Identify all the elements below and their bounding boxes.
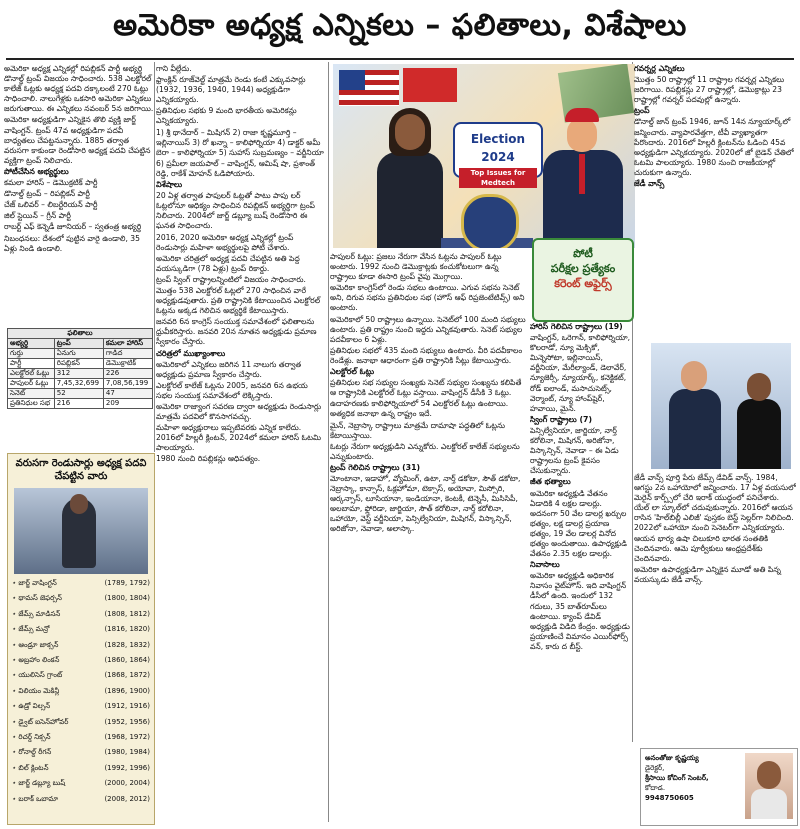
vance-couple-photo (651, 343, 791, 469)
table-row (8, 369, 153, 379)
list-item: ⋆ జార్జ్ వాషింగ్టన్ (1789, 1792) (12, 576, 150, 591)
list-item: ⋆ డ్వైట్ ఐసెన్‌హోవర్ (1952, 1956) (12, 715, 150, 730)
paragraph: ప్రతినిధుల సభ సభ్యుల సంఖ్యకు సెనెట్ సభ్యుల సంఖ్యను కలిపితే ఆ రాష్ట్రానికి ఎలక్టోరల్ ఓట్లు వస్తాయి. వాషింగ్టన్ డీసీకి 3 ఓట్లు. (330, 378, 522, 398)
table-cell: ఏనుగు (54, 349, 103, 359)
author-box (640, 748, 798, 826)
paragraph: అమెరికా చరిత్రలో అధ్యక్ష పదవి చేపట్టిన అతి పెద్ద వయస్కుడిగా (78 ఏళ్లు) ట్రంప్ రికార్డు. (156, 253, 300, 273)
candidate-harris-figure (373, 108, 447, 248)
paragraph: ప్రతినిధుల సభలో 435 మంది సభ్యులు ఉంటారు. వీరి పదవీకాలం రెండేళ్లు. జనాభా ఆధారంగా ప్రతి రాష్ట్రానికి సీట్లు కేటాయిస్తారు. (330, 345, 523, 365)
author-place: కోదాడ. (645, 784, 666, 792)
paragraph: జనవరి 6న కాంగ్రెస్ సంయుక్త సమావేశంలో ఫలితాలను ధ్రువీకరిస్తారు. జనవరి 20న నూతన అధ్యక్షుడు ప్రమాణ స్వీకారం చేస్తారు. (156, 317, 317, 347)
paragraph: అమెరికా అధ్యక్ష ఎన్నికల్లో రిపబ్లికన్ పార్టీ అభ్యర్థి డొనాల్డ్ ట్రంప్ విజయం సాధించారు. 538 ఎలక్టోరల్ కాలేజ్ ఓట్లకు అధ్యక్ష పదవి దక్కాలంటే 270 ఓట్లు సాధించాలి. నాలుగేళ్లకు ఒకసారి అమెరికా ఎన్నికలు జరుగుతాయి. ఈ ఎన్నికలు నవంబర్ 5న జరిగాయి. (4, 64, 154, 114)
paragraph: మైన్, నెబ్రాస్కా రాష్ట్రాలు మాత్రమే దామాషా పద్ధతిలో ఓట్లను కేటాయిస్తాయి. (330, 420, 506, 440)
paragraph: ఎలక్టోరల్ కాలేజ్ ఓట్లను 2005, జనవరి 6న ఉభయ సభల సంయుక్త సమావేశంలో లెక్కిస్తారు. (156, 380, 308, 400)
list-item: జిల్ స్టెయిన్ – గ్రీన్ పార్టీ (4, 211, 71, 221)
table-cell: డెమొక్రాటిక్ (103, 359, 152, 369)
table-cell: 7,08,56,199 (103, 379, 152, 389)
us-flag-icon (339, 70, 399, 106)
column-1 (4, 64, 154, 326)
section-heading: విశేషాలు (156, 180, 183, 190)
section-heading: ఎలక్టోరల్ ఓట్లు (330, 367, 375, 377)
author-name: అనంతోజు కృష్ణయ్య (645, 754, 699, 762)
badge-line: పరీక్షల ప్రత్యేకం (550, 262, 616, 275)
column-3b (530, 322, 630, 822)
list-item: చేజ్ ఒలివర్ – లిబర్టేరియన్ పార్టీ (4, 200, 98, 210)
table-row (8, 389, 153, 399)
table-row (8, 379, 153, 389)
candidate-trump-figure (537, 108, 627, 248)
paragraph: అమెరికా రాజ్యాంగ సవరణ ద్వారా అధ్యక్షుడు రెండుసార్లు మాత్రమే పదవిలో కొనసాగవచ్చు. (156, 402, 322, 422)
paragraph: మోంటానా, ఇడాహో, వ్యోమింగ్, ఉటా, నార్త్ డకోటా, సౌత్ డకోటా, నెబ్రాస్కా, కాన్సాస్, ఓక్లహోమా, టెక్సాస్, అయోవా, మిస్సోరి, ఆర్కన్సాస్, లూసియానా, ఇండియానా, కెంటకీ, టెన్నెసీ, మిసిసిపీ, అలబామా, ఫ్లోరిడా, జార్జియా, సౌత్ కరోలినా, నార్త్ కరోలినా, ఒహాయో, వెస్ట్ వర్జీనియా, పెన్సిల్వేనియా, మిషిగన్, విస్కాన్సిన్, అరిజోనా, నెవాడా, అలాస్కా. (330, 473, 521, 534)
paragraph: పాపులర్ ఓట్లు: ప్రజలు నేరుగా వేసిన ఓట్లను పాపులర్ ఓట్లు అంటారు. 1992 నుంచి డెమొక్రాట్లకు కంచుకోటలుగా ఉన్న రాష్ట్రాలు కూడా ఈసారి ట్రంప్ వైపు మొగ్గాయి. (330, 252, 502, 282)
author-photo (745, 753, 793, 819)
paragraph: ఉదాహరణకు కాలిఫోర్నియాలో 54 ఎలక్టోరల్ ఓట్లు ఉంటాయి. అత్యధిక జనాభా ఉన్న రాష్ట్రం ఇదే. (330, 399, 509, 419)
two-term-presidents-box (7, 453, 155, 825)
title-rule (6, 58, 794, 60)
paragraph: నిబంధనలు: దేశంలో పుట్టిన వారై ఉండాలి, 35 ఏళ్లు నిండి ఉండాలి. (4, 233, 140, 253)
list-item: కమలా హారిస్ – డెమొక్రటిక్ పార్టీ (4, 178, 98, 188)
list-item: ⋆ ఆండ్రూ జాక్సన్ (1828, 1832) (12, 638, 150, 653)
author-role: డైరెక్టర్, (645, 764, 665, 772)
table-header: అభ్యర్థి (8, 339, 55, 349)
table-row (8, 349, 153, 359)
table-caption: ఫలితాలు (8, 329, 153, 339)
table-cell: సెనెట్ (8, 389, 55, 399)
section-heading: ట్రంప్ (634, 106, 650, 116)
table-row (8, 359, 153, 369)
competitive-exams-badge (532, 238, 634, 322)
list-item: ⋆ జార్జ్ డబ్ల్యూ బుష్ (2000, 2004) (12, 776, 150, 791)
table-cell: గాడిద (103, 349, 152, 359)
paragraph: 2016, 2020 అమెరికా అధ్యక్ష ఎన్నికల్లో ట్రంప్ రెండుసార్లు మహిళా అభ్యర్థులపై పోటీ చేశారు. (156, 232, 294, 252)
badge-line: పోటీ (573, 247, 593, 260)
paragraph: ట్రంప్ స్వింగ్ రాష్ట్రాలన్నింటిలో విజయం సాధించారు. (156, 274, 306, 284)
paragraph: అమెరికా అధ్యక్షుడి వేతనం ఏడాదికి 4 లక్షల డాలర్లు. అదనంగా 50 వేల డాలర్ల ఖర్చుల భత్యం, లక్ష డాలర్ల ప్రయాణ భత్యం, 19 వేల డాలర్ల వినోద భత్యం అందుతాయి. ఉపాధ్యక్షుడి వేతనం 2.35 లక్షల డాలర్లు. (530, 488, 627, 559)
section-heading: హారిస్ గెలిచిన రాష్ట్రాలు (19) (530, 322, 623, 331)
section-heading: జీత భత్యాలు (530, 477, 571, 487)
china-flag-icon (403, 68, 457, 102)
president-photo (14, 488, 148, 574)
paragraph: గాని వీల్లేదు. (156, 64, 192, 73)
section-heading: గవర్నర్ల ఎన్నికలు (634, 64, 685, 73)
paragraph: అమెరికా అధ్యక్షుడిగా ఎన్నికైన తొలి వ్యక్తి జార్జ్ వాషింగ్టన్. ట్రంప్ 47వ అధ్యక్షుడిగా పదవీ బాధ్యతలు చేపట్టనున్నారు. 1885 తర్వాత వరుసగా కాకుండా రెండోసారి అధ్యక్ష పదవి చేపట్టిన వ్యక్తిగా ట్రంప్ నిలిచారు. (4, 115, 151, 165)
badge-subtitle: Top Issues for Medtech (459, 168, 537, 188)
column-2 (156, 64, 326, 824)
paragraph: ఫ్రాంక్లిన్ రూజ్‌వెల్ట్ మాత్రమే రెండు కంటే ఎక్కువసార్లు (1932, 1936, 1940, 1944) అధ్యక్షుడిగా ఎన్నికయ్యారు. (156, 75, 306, 105)
section-heading: స్వింగ్ రాష్ట్రాలు (7) (530, 414, 593, 424)
section-heading: పోటీచేసిన అభ్యర్థులు (4, 166, 69, 176)
section-heading: నివాసాలు (530, 560, 560, 570)
paragraph: జేడీ వాన్స్ పూర్తి పేరు జేమ్స్ డేవిడ్ వాన్స్. 1984, ఆగస్టు 2న ఒహాయోలో జన్మించారు. 17 ఏళ్ల వయసులో మెరైన్ కార్ప్స్‌లో చేరి ఇరాక్ యుద్ధంలో పనిచేశారు. యేల్ లా స్కూల్‌లో చదువుకున్నారు. 2016లో ఆయన రాసిన 'హిల్‌బిల్లీ ఎలిజీ' పుస్తకం బెస్ట్ సెల్లర్‌గా నిలిచింది. 2022లో ఒహాయో నుంచి సెనెటర్‌గా ఎన్నికయ్యారు. ఆయన భార్య ఉషా చిలుకూరి భారత సంతతికి చెందినవారు. ఆమె పూర్వీకులు ఆంధ్రప్రదేశ్‌కు చెందినవారు. (634, 473, 796, 563)
table-cell: ఎలక్టోరల్ ఓట్లు (8, 369, 55, 379)
results-table (7, 328, 153, 409)
paragraph: 1980 నుంచి రిపబ్లికన్లు ఆధిపత్యం. (156, 454, 261, 464)
paragraph: అమెరికాలో 50 రాష్ట్రాలు ఉన్నాయి. సెనెట్‌లో 100 మంది సభ్యులు ఉంటారు. ప్రతి రాష్ట్రం నుంచి ఇద్దరు ఎన్నికవుతారు. సెనెట్ సభ్యుల పదవీకాలం 6 ఏళ్లు. (330, 314, 526, 344)
paragraph: అమెరికాలో ఎన్నికలు జరిగిన 11 నాలుగు తర్వాత అధ్యక్షుడు ప్రమాణ స్వీకారం చేస్తారు. (156, 359, 302, 379)
election-badge (453, 122, 543, 187)
paragraph: 6) ప్రమీలా జయపాల్ – వాషింగ్టన్, ఆమిష్ షా, ప్రశాంత్ రెడ్డి, రాకేశ్ మోహన్ ఓడిపోయారు. (156, 158, 316, 178)
table-header: కమలా హారిస్ (103, 339, 152, 349)
paragraph: మహిళా అధ్యక్షురాలు ఇప్పటివరకు ఎన్నిక కాలేదు. 2016లో హిల్లరీ క్లింటన్, 2024లో కమలా హారిస్ ఓటమి పాలయ్యారు. (156, 423, 321, 453)
column-4b (634, 473, 796, 743)
list-item: ⋆ రిచర్డ్ నిక్సన్ (1968, 1972) (12, 730, 150, 745)
list-item: రాబర్ట్ ఎఫ్ కెన్నెడీ జూనియర్ – స్వతంత్ర అభ్యర్థి (4, 222, 142, 232)
election-illustration (333, 64, 635, 248)
paragraph: మొత్తం 538 ఎలక్టోరల్ ఓట్లలో 270 సాధించిన వారే అధ్యక్షుడవుతారు. ప్రతి రాష్ట్రానికి కేటాయించిన ఎలక్టోరల్ ఓట్లను అక్కడ గెలిచిన అభ్యర్థికే కేటాయిస్తారు. (156, 285, 321, 316)
table-cell: గుర్తు (8, 349, 55, 359)
table-cell: ప్రతినిధుల సభ (8, 399, 55, 409)
paragraph: అమెరికా కాంగ్రెస్‌లో రెండు సభలు ఉంటాయి. ఎగువ సభను సెనెట్ అని, దిగువ సభను ప్రతినిధుల సభ (హౌస్ ఆఫ్ రిప్రజెంటేటివ్స్) అని అంటారు. (330, 283, 525, 313)
box-heading: వరుసగా రెండుసార్లు అధ్యక్ష పదవి చేపట్టిన వారు (15, 458, 147, 482)
list-item: ⋆ రోనాల్డ్ రీగన్ (1980, 1984) (12, 745, 150, 760)
table-cell: 226 (103, 369, 152, 379)
column-3a (330, 252, 526, 822)
author-org: శ్రీసాయి కోచింగ్ సెంటర్, (645, 774, 709, 782)
table-cell: 216 (54, 399, 103, 409)
table-cell: 52 (54, 389, 103, 399)
list-item: ⋆ థామస్ జెఫర్సన్ (1800, 1804) (12, 591, 150, 606)
table-cell: రిపబ్లికన్ (54, 359, 103, 369)
paragraph: 1) శ్రీ థానేదార్ – మిషిగన్ 2) రాజా కృష్ణమూర్తి – ఇల్లినాయిస్ 3) రో ఖన్నా – కాలిఫోర్నియా 4) డాక్టర్ అమీ బెరా – కాలిఫోర్నియా 5) సుహాస్ సుబ్రమణ్యం – వర్జీనియా (156, 127, 324, 157)
column-divider (328, 62, 329, 822)
list-item: ⋆ ఉడ్రో విల్సన్ (1912, 1916) (12, 699, 150, 714)
column-4a (634, 64, 796, 340)
list-item: ⋆ జేమ్స్ మన్రో (1816, 1820) (12, 622, 150, 637)
author-phone: 9948750605 (645, 794, 694, 802)
table-cell: పాపులర్ ఓట్లు (8, 379, 55, 389)
page-title: అమెరికా అధ్యక్ష ఎన్నికలు – ఫలితాలు, విశేషాలు (113, 8, 687, 43)
paragraph: పెన్సిల్వేనియా, జార్జియా, నార్త్ కరోలినా, మిషిగన్, అరిజోనా, విస్కాన్సిన్, నెవాడా – ఈ ఏడు రాష్ట్రాలను ట్రంప్ కైవసం చేసుకున్నారు. (530, 425, 619, 476)
table-cell: పార్టీ (8, 359, 55, 369)
paragraph: అమెరికా అధ్యక్షుడి అధికారిక నివాసం వైట్‌హౌస్. ఇది వాషింగ్టన్ డీసీలో ఉంది. ఇందులో 132 గదులు, 35 బాత్‌రూమ్‌లు ఉంటాయి. క్యాంప్ డేవిడ్ అధ్యక్షుడి విడిది కేంద్రం. అధ్యక్షుడు ప్రయాణించే విమానం ఎయిర్‌ఫోర్స్ వన్, కారు ద బీస్ట్. (530, 571, 630, 651)
list-item: డొనాల్డ్ ట్రంప్ – రిపబ్లికన్ పార్టీ (4, 189, 90, 199)
section-heading: ట్రంప్ గెలిచిన రాష్ట్రాలు (31) (330, 462, 421, 472)
paragraph: వాషింగ్టన్, ఒరెగాన్, కాలిఫోర్నియా, కొలరాడో, న్యూ మెక్సికో, మిన్నెసోటా, ఇల్లినాయిస్, వర్జీనియా, మేరీల్యాండ్, డెలావేర్, న్యూజెర్సీ, న్యూయార్క్, కనెక్టికట్, రోడ్ ఐలాండ్, మసాచుసెట్స్, వెర్మాంట్, న్యూ హాంప్‌షైర్, హవాయి, మైన్. (530, 333, 630, 413)
presidents-list (8, 576, 154, 807)
paragraph: డొనాల్డ్ జాన్ ట్రంప్ 1946, జూన్ 14న న్యూయార్క్‌లో జన్మించారు. వ్యాపారవేత్తగా, టీవీ వ్యాఖ్యాతగా పేరొందారు. 2016లో హిల్లరీ క్లింటన్‌ను ఓడించి 45వ అధ్యక్షుడిగా ఎన్నికయ్యారు. 2020లో జో బైడెన్ చేతిలో ఓటమి పాలయ్యారు. 1980 నుంచి రాజకీయాల్లో చురుకుగా ఉన్నారు. (634, 117, 794, 177)
table-row (8, 399, 153, 409)
paragraph: మొత్తం 50 రాష్ట్రాల్లో 11 రాష్ట్రాల గవర్నర్ల ఎన్నికలు జరిగాయి. రిపబ్లికన్లు 27 రాష్ట్రాల్లో, డెమొక్రాట్లు 23 రాష్ట్రాల్లో గవర్నర్ పదవుల్లో ఉన్నారు. (634, 75, 785, 105)
table-cell: 7,45,32,699 (54, 379, 103, 389)
paragraph: 20 ఏళ్ల తర్వాత పాపులర్ ఓట్లతో పాటు పాపు లర్ ఓట్లలోనూ ఆధిక్యం సాధించిన రిపబ్లికన్ అభ్యర్థిగా ట్రంప్ నిలిచారు. 2004లో జార్జ్ డబ్ల్యూ బుష్ రెండోసారి ఈ ఘనత సాధించారు. (156, 191, 315, 231)
section-heading: జేడీ వాన్స్ (634, 179, 665, 189)
list-item: ⋆ బిల్ క్లింటన్ (1992, 1996) (12, 761, 150, 776)
badge-line: కరెంట్ అఫైర్స్ (554, 277, 612, 290)
badge-title: Election 2024 (470, 132, 526, 164)
section-heading: చరిత్రలో ముఖ్యాంశాలు (156, 348, 226, 358)
presidential-seal-icon (461, 194, 519, 248)
list-item: ⋆ విలియం మెకిన్లీ (1896, 1900) (12, 684, 150, 699)
list-item: ⋆ జేమ్స్ మాడిసన్ (1808, 1812) (12, 607, 150, 622)
paragraph: ఓటర్లు నేరుగా అధ్యక్షుడిని ఎన్నుకోరు. ఎలక్టోరల్ కాలేజ్ సభ్యులను ఎన్నుకుంటారు. (330, 441, 520, 461)
table-cell: 47 (103, 389, 152, 399)
list-item: ⋆ అబ్రహాం లింకన్ (1860, 1864) (12, 653, 150, 668)
paragraph: అమెరికా ఉపాధ్యక్షుడిగా ఎన్నికైన మూడో అతి పిన్న వయస్కుడు జేడీ వాన్స్. (634, 564, 781, 584)
column-divider (154, 62, 155, 452)
table-cell: 312 (54, 369, 103, 379)
list-item: ⋆ బరాక్ ఒబామా (2008, 2012) (12, 792, 150, 807)
table-cell: 209 (103, 399, 152, 409)
list-item: ⋆ యులిసెస్ గ్రాంట్ (1868, 1872) (12, 668, 150, 683)
table-header: ట్రంప్ (54, 339, 103, 349)
paragraph: ప్రతినిధుల సభకు 9 మంది భారతీయ అమెరికన్లు ఎన్నికయ్యారు. (156, 106, 297, 126)
